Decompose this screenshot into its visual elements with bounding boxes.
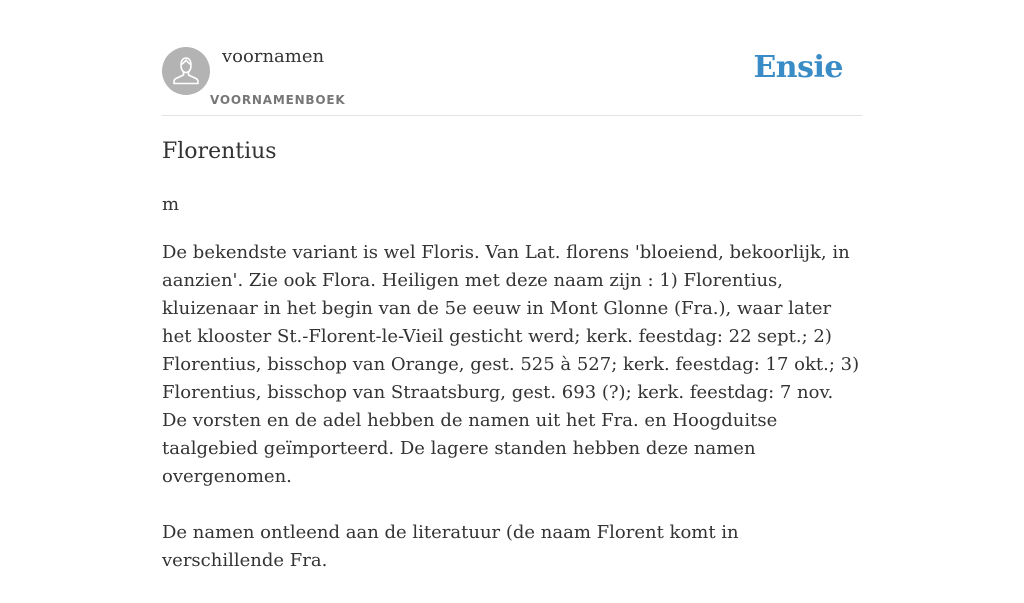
ensie-logo[interactable]: Ensie: [753, 50, 843, 85]
avatar[interactable]: [162, 47, 210, 95]
entry-title: Florentius: [162, 139, 277, 164]
definition-paragraph: De bekendste variant is wel Floris. Van Lat. florens 'bloeiend, bekoorlijk, in aanzien'. Zie ook Flora. Heiligen met deze naam zijn : 1) Florentius, kluizenaar in het begin van de 5e eeuw in Mont Glonne (Fra.), waar later het klooster St.-Florent-le-Vieil gesticht werd; kerk. feestdag: 22 sept.; 2) Florentius, bisschop van Orange, gest. 525 à 527; kerk. feestdag: 17 okt.; 3) Florentius, bisschop van Straatsburg, gest. 693 (?); kerk. feestdag: 7 nov. De vorsten en de adel hebben de namen uit het Fra. en Hoogduitse taalgebied geïmporteerd. De lagere standen hebben deze namen overgenomen.: [162, 242, 860, 487]
entry-definition: [162, 239, 862, 603]
entry-header: [162, 0, 862, 116]
page-container: [162, 0, 862, 571]
author-name[interactable]: voornamen: [222, 46, 325, 67]
entry-gender: m: [162, 194, 180, 215]
user-silhouette-icon: [162, 47, 210, 95]
source-link[interactable]: VOORNAMENBOEK: [210, 93, 346, 107]
definition-paragraph: De namen ontleend aan de literatuur (de naam Florent komt in verschillende Fra.: [162, 522, 739, 571]
